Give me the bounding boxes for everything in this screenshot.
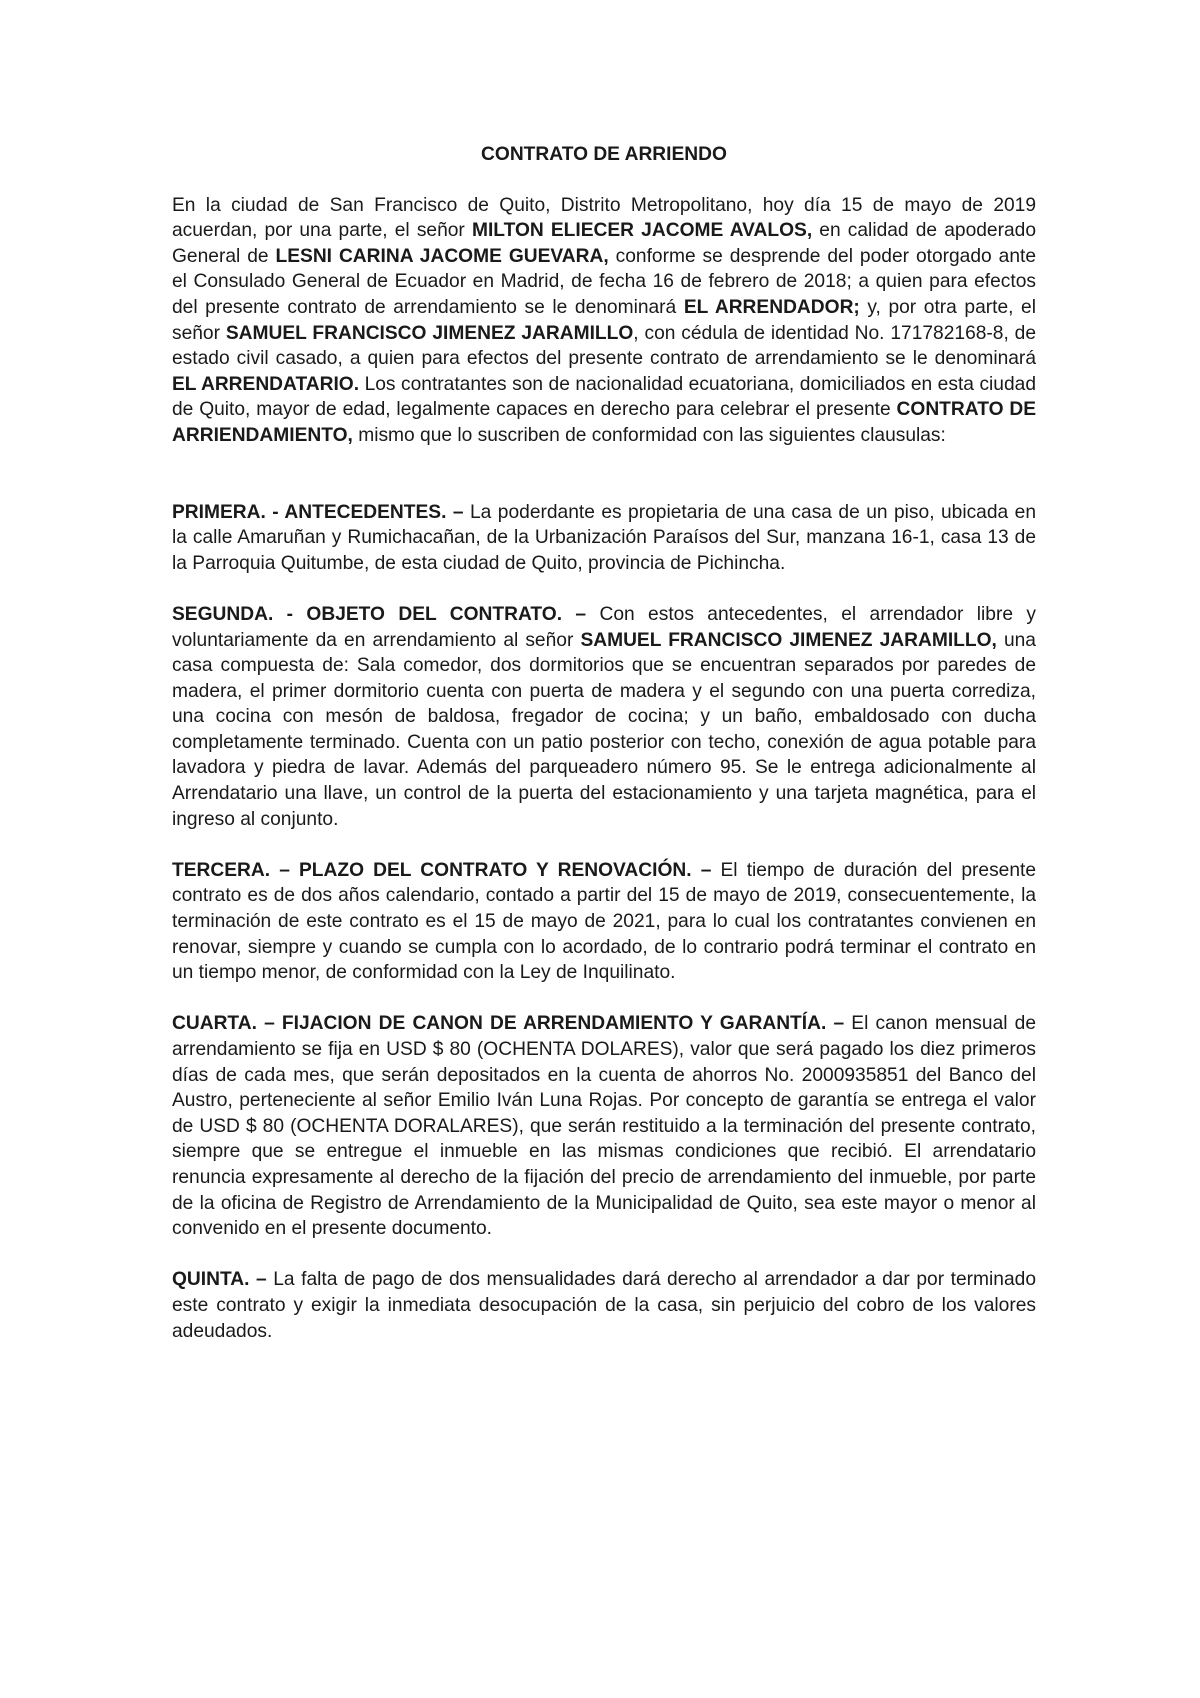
clause-text: Con estos antecedentes, el arrendador libre y voluntariamente da en arrendamiento al señor bbox=[172, 603, 1036, 651]
document-page bbox=[172, 142, 1036, 1370]
intro-text: , con cédula de identidad No. 171782168-8, de estado civil casado, a quien para efectos del presente contrato de arrendamiento se le denominará bbox=[172, 322, 1037, 370]
intro-text: Los contratantes son de nacionalidad ecuatoriana, domiciliados en esta ciudad de Quito, mayor de edad, legalmente capaces en derecho para celebrar el presente bbox=[172, 373, 1036, 421]
clause-heading: TERCERA. – PLAZO DEL CONTRATO Y RENOVACIÓN. – bbox=[172, 859, 712, 881]
clause-heading: PRIMERA. - ANTECEDENTES. – bbox=[172, 501, 464, 523]
clause-cuarta bbox=[172, 1011, 1036, 1241]
intro-paragraph bbox=[172, 193, 1036, 449]
clause-text: una casa compuesta de: Sala comedor, dos dormitorios que se encuentran separados por paredes de madera, el primer dormitorio cuenta con puerta de madera y el segundo con una puerta corrediza, una cocina con mesón de baldosa, fregador de cocina; y un baño, embaldosado con ducha completamente terminado. Cuenta con un patio posterior con techo, conexión de agua potable para lavadora y piedra de lavar. Además del parqueadero número 95. Se le entrega adicionalmente al Arrendatario una llave, un control de la puerta del estacionamiento y una tarjeta magnética, para el ingreso al conjunto. bbox=[172, 629, 1036, 830]
document-title: CONTRATO DE ARRIENDO bbox=[481, 144, 727, 165]
clause-text: El canon mensual de arrendamiento se fija en USD $ 80 (OCHENTA DOLARES), valor que será pagado los diez primeros días de cada mes, que serán depositados en la cuenta de ahorros No. 2000935851 del Banco del Austro, perteneciente al señor Emilio Iván Luna Rojas. Por concepto de garantía se entrega el valor de USD $ 80 (OCHENTA DORALARES), que serán restituido a la terminación del presente contrato, siempre que se entregue el inmueble en las mismas condiciones que recibió. El arrendatario renuncia expresamente al derecho de la fijación del precio de arrendamiento del inmueble, por parte de la oficina de Registro de Arrendamiento de la Municipalidad de Quito, sea este mayor o menor al convenido en el presente documento. bbox=[172, 1013, 1037, 1240]
clause-heading: QUINTA. – bbox=[172, 1269, 267, 1291]
intro-text: mismo que lo suscriben de conformidad con las siguientes clausulas: bbox=[352, 424, 946, 446]
clause-heading: CUARTA. – FIJACION DE CANON DE ARRENDAMIENTO Y GARANTÍA. – bbox=[172, 1013, 845, 1035]
arrendatario-name: SAMUEL FRANCISCO JIMENEZ JARAMILLO, bbox=[580, 629, 997, 651]
arrendatario-name: SAMUEL FRANCISCO JIMENEZ JARAMILLO bbox=[225, 322, 634, 344]
clause-text: El tiempo de duración del presente contrato es de dos años calendario, contado a partir del 15 de mayo de 2019, consecuentemente, la terminación de este contrato es el 15 de mayo de 2021, para lo cual los contratantes convienen en renovar, siempre y cuando se cumpla con lo acordado, de lo contrario podrá terminar el contrato en un tiempo menor, de conformidad con la Ley de Inquilinato. bbox=[172, 859, 1037, 984]
clause-text: La poderdante es propietaria de una casa de un piso, ubicada en la calle Amaruñan y Rumichacañan, de la Urbanización Paraísos del Sur, manzana 16-1, casa 13 de la Parroquia Quitumbe, de esta ciudad de Quito, provincia de Pichincha. bbox=[172, 501, 1036, 574]
poderdante-name: LESNI CARINA JACOME GUEVARA, bbox=[275, 245, 609, 267]
intro-text: En la ciudad de San Francisco de Quito, Distrito Metropolitano, hoy día 15 de mayo de 2019 acuerdan, por una parte, el señor bbox=[172, 194, 1036, 242]
clause-quinta bbox=[172, 1267, 1036, 1344]
clause-segunda bbox=[172, 602, 1036, 832]
apoderado-name: MILTON ELIECER JACOME AVALOS, bbox=[471, 220, 813, 242]
clause-heading: SEGUNDA. - OBJETO DEL CONTRATO. – bbox=[172, 603, 587, 625]
clause-text: La falta de pago de dos mensualidades dará derecho al arrendador a dar por terminado este contrato y exigir la inmediata desocupación de la casa, sin perjuicio del cobro de los valores adeudados. bbox=[172, 1269, 1036, 1342]
intro-text: en calidad de apoderado General de bbox=[172, 220, 1036, 267]
arrendatario-label: EL ARRENDATARIO. bbox=[172, 373, 360, 395]
clause-tercera bbox=[172, 858, 1036, 986]
intro-text: conforme se desprende del poder otorgado ante el Consulado General de Ecuador en Madrid, de fecha 16 de febrero de 2018; a quien para efectos del presente contrato de arrendamiento se le denominará bbox=[172, 245, 1036, 318]
contract-type-label: CONTRATO DE ARRIENDAMIENTO, bbox=[172, 399, 1036, 446]
arrendador-label: EL ARRENDADOR; bbox=[683, 296, 860, 318]
clause-primera bbox=[172, 500, 1036, 577]
intro-text: y, por otra parte, el señor bbox=[172, 296, 1036, 344]
